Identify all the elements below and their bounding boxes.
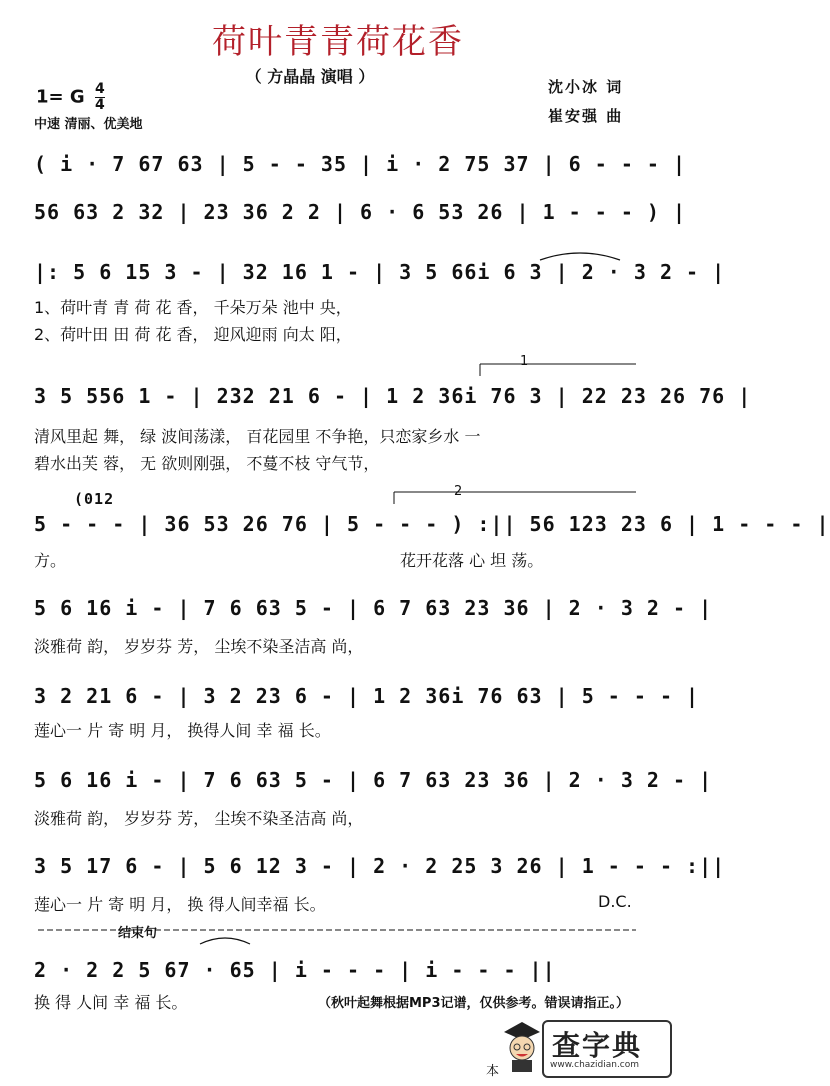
slur-1 [540,253,620,260]
score-row-6: 5 6 16 i - | 7 6 63 5 - | 6 7 63 23 36 | 2 · 3 2 - | [34,596,713,620]
time-signature [95,82,105,113]
da-capo-mark: D.C. [598,892,632,911]
volta-2-label: 2 [454,484,463,499]
time-top: 4 [94,81,105,97]
lyricist-credit: 沈小冰 词 [548,78,624,96]
tempo-marking: 中速 清丽、优美地 [34,117,143,132]
key-label: 1= G [36,86,85,108]
score-row-2: 56 63 2 32 | 23 36 2 2 | 6 · 6 53 26 | 1 - - - ) | [34,200,687,224]
lyric-row-10: 换 得 人间 幸 福 长。 [34,993,188,1012]
lyric-row-9: 莲心一 片 寄 明 月， 换 得人间幸福 长。 [34,895,326,914]
volta-1-label: 1 [520,354,529,369]
key-signature [36,82,105,113]
lyric-row-5-b: 花开花落 心 坦 荡。 [400,551,544,570]
lyric-row-4-verse-2: 碧水出芙 蓉， 无 欲则刚强， 不蔓不枝 守气节， [34,454,380,473]
transcription-note: （秋叶起舞根据MP3记谱，仅供参考。错误请指正。） [318,996,630,1011]
lyric-row-8: 淡雅荷 韵， 岁岁芬 芳， 尘埃不染圣洁高 尚， [34,809,364,828]
lyric-row-7: 莲心一 片 寄 明 月， 换得人间 幸 福 长。 [34,721,331,740]
watermark-name: 查字典 [552,1029,643,1062]
score-row-9: 3 5 17 6 - | 5 6 12 3 - | 2 · 2 25 3 26 | 1 - - - :|| [34,854,726,878]
composer-credit: 崔安强 曲 [548,107,624,125]
lyric-row-4-verse-1: 清风里起 舞， 绿 波间荡漾， 百花园里 不争艳，只恋家乡水 一 [34,427,481,446]
lyric-row-5-a: 方。 [34,551,67,570]
lyric-row-3-verse-2: 2、荷叶田 田 荷 花 香， 迎风迎雨 向太 阳， [34,325,352,344]
watermark-corner-text: 本 [486,1064,500,1079]
score-row-8: 5 6 16 i - | 7 6 63 5 - | 6 7 63 23 36 | 2 · 3 2 - | [34,768,713,792]
score-row-7: 3 2 21 6 - | 3 2 23 6 - | 1 2 36i 76 63 | 5 - - - | [34,684,700,708]
watermark-seal [500,1014,670,1078]
score-row-10: 2 · 2 2 5 67 · 65 | i - - - | i - - - || [34,958,556,982]
score-row-3: |: 5 6 15 3 - | 32 16 1 - | 3 5 66i 6 3 | 2 · 3 2 - | [34,260,726,284]
ending-label: 结束句 [118,926,158,941]
slur-2 [200,938,250,944]
mascot-icon [500,1018,544,1074]
song-title: 荷叶青青荷花香 [212,22,464,62]
fill-notes: (012 [74,490,115,508]
score-row-4: 3 5 556 1 - | 232 21 6 - | 1 2 36i 76 3 | 22 23 26 76 | [34,384,752,408]
lyric-row-3-verse-1: 1、荷叶青 青 荷 花 香， 千朵万朵 池中 央， [34,298,352,317]
singer-credit: （ 方晶晶 演唱 ） [245,67,375,86]
watermark-url: www.chazidian.com [550,1060,640,1070]
score-row-1: ( i · 7 67 63 | 5 - - 35 | i · 2 75 37 | 6 - - - | [34,152,687,176]
score-row-5: 5 - - - | 36 53 26 76 | 5 - - - ) :|| 56 123 23 6 | 1 - - - | [34,512,830,536]
time-bottom: 4 [94,97,105,113]
lyric-row-6: 淡雅荷 韵， 岁岁芬 芳， 尘埃不染圣洁高 尚， [34,637,364,656]
